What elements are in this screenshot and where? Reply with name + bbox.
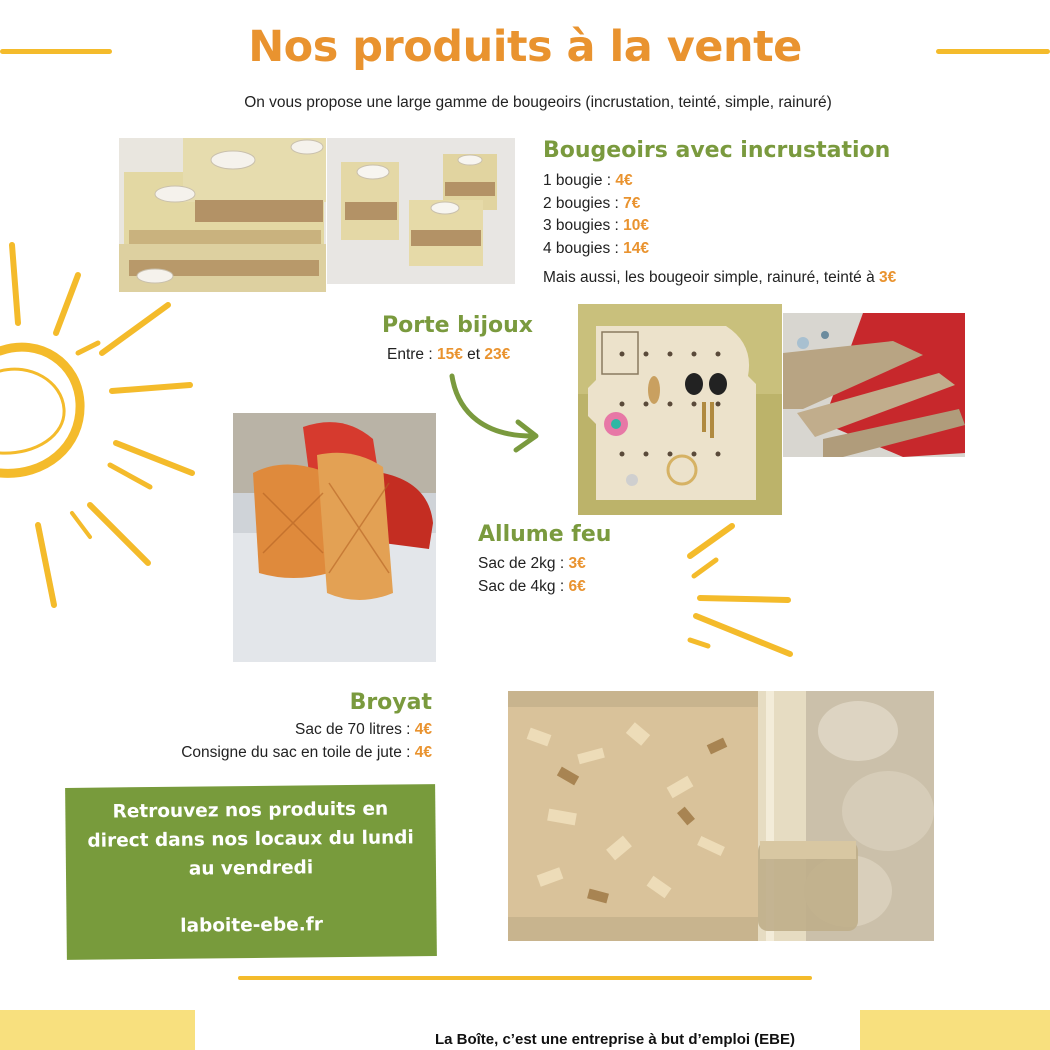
bougeoirs-price-list <box>543 170 649 260</box>
price-label: Sac de 70 litres : <box>294 721 415 738</box>
bougeoirs-heading: Bougeoirs avec incrustation <box>543 138 891 163</box>
price-line <box>478 576 586 599</box>
price-line <box>181 742 432 765</box>
price-label: Sac de 4kg : <box>478 577 569 595</box>
price-high: 23€ <box>484 346 511 363</box>
page-subtitle: On vous propose une large gamme de bougeoirs (incrustation, teinté, simple, rainuré) <box>244 94 832 111</box>
price-label: 1 bougie : <box>543 172 616 189</box>
broyat-heading: Broyat <box>349 690 432 715</box>
porte-bijoux-photo-1 <box>578 304 782 515</box>
bougeoirs-photo-1 <box>119 138 326 292</box>
sun-rays-decoration <box>680 520 800 660</box>
allume-feu-heading: Allume feu <box>478 522 612 547</box>
info-box-text: Retrouvez nos produits en direct dans nos locaux du lundi au vendredi <box>87 798 414 880</box>
price-line <box>543 238 649 261</box>
bougeoirs-photo-2 <box>327 138 515 284</box>
price-label: Sac de 2kg : <box>478 555 569 572</box>
price-value: 4€ <box>615 172 633 189</box>
price-value: 6€ <box>568 577 586 595</box>
price-value: 10€ <box>623 217 650 234</box>
porte-bijoux-heading: Porte bijoux <box>382 313 533 338</box>
price-line <box>181 719 432 742</box>
broyat-section <box>181 690 432 764</box>
extra-label: Mais aussi, les bougeoir simple, rainuré, teinté à <box>543 269 879 286</box>
allume-feu-photo <box>233 413 436 662</box>
website-link[interactable]: laboite-ebe.fr <box>180 914 324 937</box>
price-value: 14€ <box>623 239 650 257</box>
info-box <box>65 784 437 960</box>
price-label: 3 bougies : <box>543 217 624 234</box>
price-label: 2 bougies : <box>543 194 624 212</box>
price-value: 4€ <box>414 721 432 738</box>
price-value: 3€ <box>568 555 586 572</box>
price-label: 4 bougies : <box>543 239 624 257</box>
price-low: 15€ <box>436 346 463 363</box>
bougeoirs-extra-line <box>543 267 896 290</box>
arrow-icon <box>440 370 550 460</box>
price-prefix: Entre : <box>387 346 437 363</box>
price-connector: et <box>462 346 485 363</box>
price-value: 4€ <box>414 743 432 761</box>
page-title: Nos produits à la vente <box>248 22 802 72</box>
bottom-divider-line <box>238 976 812 980</box>
extra-price: 3€ <box>879 269 897 286</box>
price-line <box>543 193 649 216</box>
price-value: 7€ <box>623 194 641 212</box>
allume-feu-price-list <box>478 553 586 598</box>
porte-bijoux-photo-2 <box>783 313 965 457</box>
price-line <box>543 215 649 238</box>
porte-bijoux-price-line <box>387 344 510 367</box>
price-line <box>478 553 586 576</box>
price-label: Consigne du sac en toile de jute : <box>181 743 415 761</box>
footer-text: La Boîte, c’est une entreprise à but d’emploi (EBE) <box>434 1031 796 1048</box>
broyat-photo <box>508 691 934 941</box>
price-line <box>543 170 649 193</box>
